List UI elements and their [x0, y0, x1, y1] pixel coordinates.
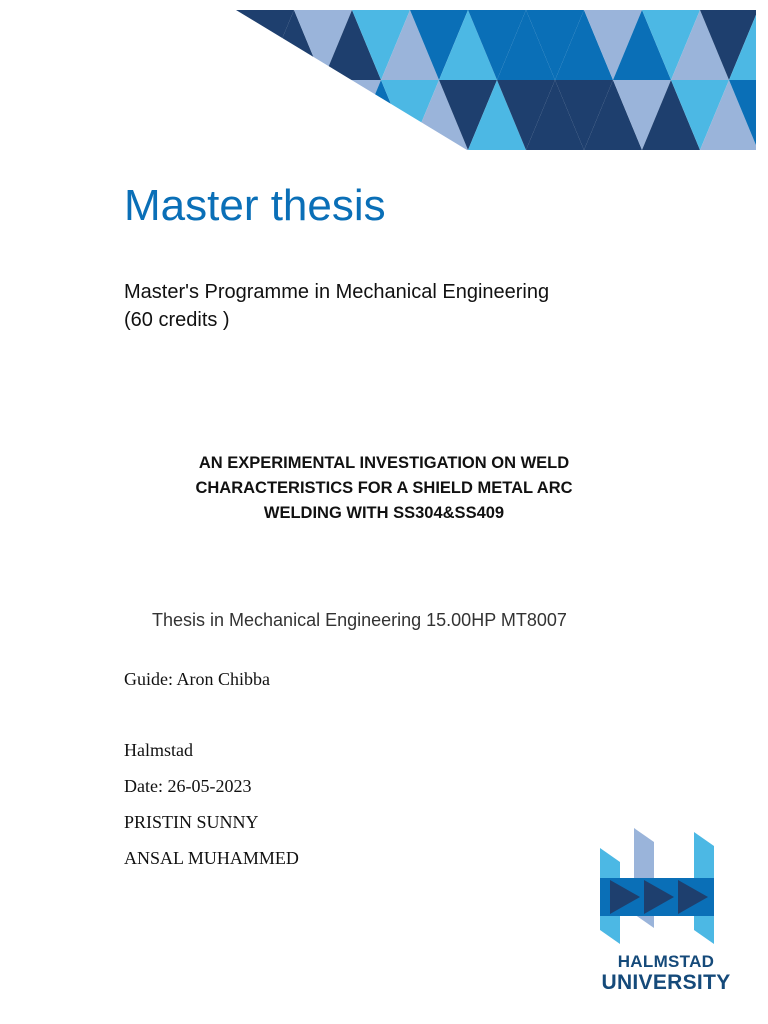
triangle-pattern-banner [0, 0, 768, 160]
course-info: Thesis in Mechanical Engineering 15.00HP MT8007 [152, 610, 567, 630]
programme-line-1: Master's Programme in Mechanical Engineering [124, 281, 550, 303]
author-1: PRISTIN SUNNY [124, 812, 259, 832]
banner-triangle [236, 80, 294, 150]
date-line: Date: 26-05-2023 [124, 776, 252, 796]
logo-text-university: UNIVERSITY [601, 971, 731, 994]
banner-triangle [758, 10, 768, 80]
banner-triangle [236, 10, 294, 80]
banner-triangle [294, 80, 352, 150]
thesis-title-line-2: CHARACTERISTICS FOR A SHIELD METAL ARC [195, 479, 573, 497]
thesis-title-line-3: WELDING WITH SS304&SS409 [263, 504, 505, 522]
city-line: Halmstad [124, 740, 193, 760]
banner-triangle [207, 80, 265, 150]
thesis-title-line-1: AN EXPERIMENTAL INVESTIGATION ON WELD [198, 454, 570, 472]
banner-triangle [178, 10, 236, 80]
banner-triangle [323, 80, 381, 150]
author-2: ANSAL MUHAMMED [124, 848, 299, 868]
university-logo-icon [600, 828, 720, 952]
guide-line: Guide: Aron Chibba [124, 669, 270, 689]
banner-triangle [265, 80, 323, 150]
logo-text-halmstad: HALMSTAD [617, 952, 715, 971]
programme-name [124, 278, 549, 334]
programme-line-2: (60 credits ) [124, 309, 230, 331]
document-title: Master thesis [124, 181, 386, 230]
thesis-title [120, 451, 648, 526]
banner-triangle [758, 80, 768, 150]
